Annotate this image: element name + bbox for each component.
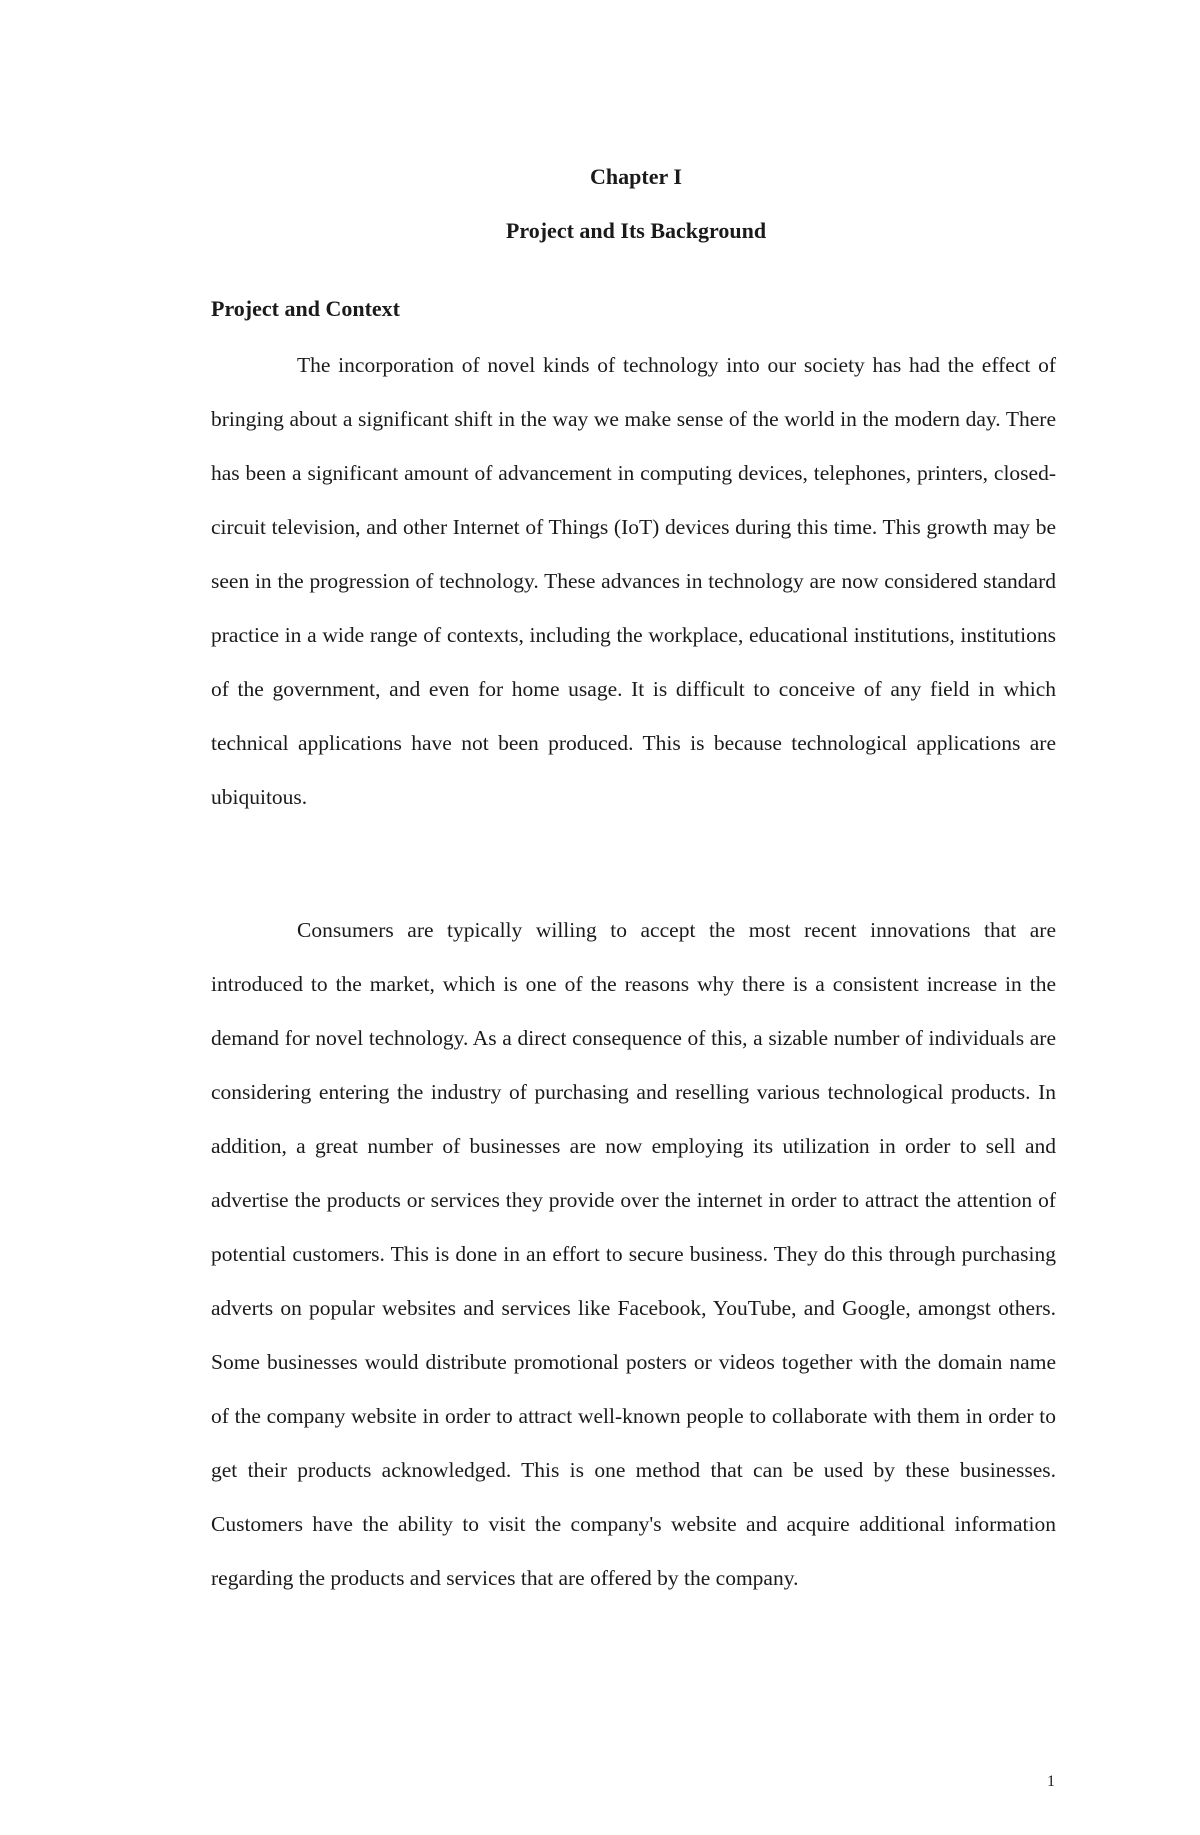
body-paragraph-1: The incorporation of novel kinds of technology into our society has had the effect of bringing about a significant shift in the way we make sense of the world in the modern day. There has been a significant amount of advancement in computing devices, telephones, printers, closed-circuit television, and other Internet of Things (IoT) devices during this time. This growth may be seen in the progression of technology. These advances in technology are now considered standard practice in a wide range of contexts, including the workplace, educational institutions, institutions of the government, and even for home usage. It is difficult to conceive of any field in which technical applications have not been produced. This is because technological applications are ubiquitous. [211, 353, 1056, 809]
section-heading: Project and Context [211, 296, 400, 321]
chapter-subtitle: Project and Its Background [505, 218, 767, 243]
chapter-title: Chapter I [590, 164, 682, 189]
body-paragraph-2: Consumers are typically willing to accept the most recent innovations that are introduced to the market, which is one of the reasons why there is a consistent increase in the demand for novel technology. As a direct consequence of this, a sizable number of individuals are considering entering the industry of purchasing and reselling various technological products. In addition, a great number of businesses are now employing its utilization in order to sell and advertise the products or services they provide over the internet in order to attract the attention of potential customers. This is done in an effort to secure business. They do this through purchasing adverts on popular websites and services like Facebook, YouTube, and Google, amongst others. Some businesses would distribute promotional posters or videos together with the domain name of the company website in order to attract well-known people to collaborate with them in order to get their products acknowledged. This is one method that can be used by these businesses. Customers have the ability to visit the company's website and acquire additional information regarding the products and services that are offered by the company. [211, 918, 1056, 1590]
page-number: 1 [1047, 1773, 1055, 1790]
